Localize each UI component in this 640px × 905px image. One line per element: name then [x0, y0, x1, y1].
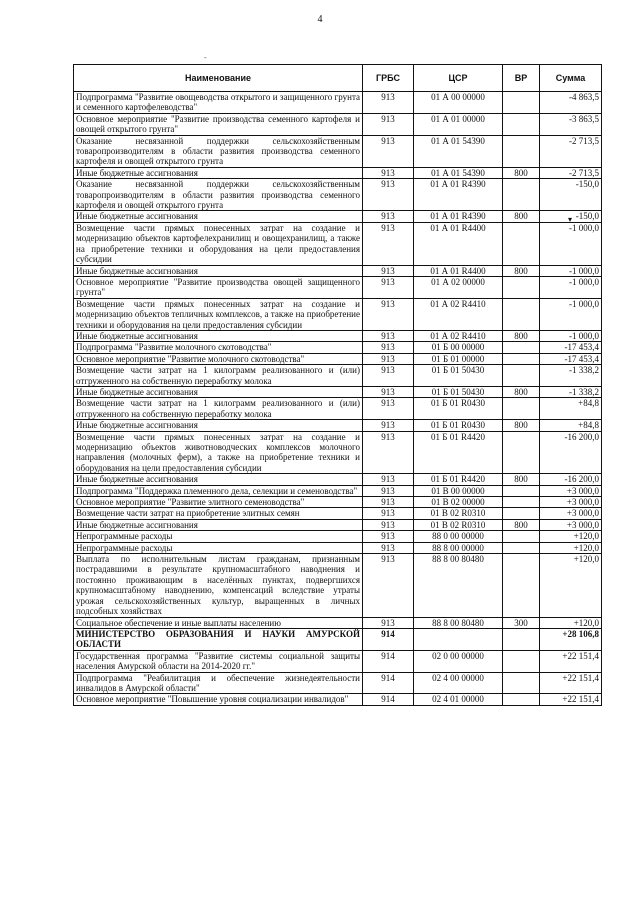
table-row: [74, 342, 602, 353]
cell-vr: [503, 353, 540, 364]
cell-vr: 300: [503, 617, 540, 628]
cell-name: МИНИСТЕРСТВО ОБРАЗОВАНИЯ И НАУКИ АМУРСКОЙ ОБЛАСТИ: [74, 628, 363, 650]
table-row: [74, 694, 602, 705]
cell-csr: 01 В 02 R0310: [414, 519, 503, 530]
cell-name: Подпрограмма "Развитие молочного скотоводства": [74, 342, 363, 353]
cell-name: Возмещение части затрат на 1 килограмм реализованного и (или) отгруженного на собственную переработку молока: [74, 365, 363, 387]
cell-csr: 01 А 01 R4390: [414, 179, 503, 211]
cell-name: Иные бюджетные ассигнования: [74, 519, 363, 530]
cell-sum: -1 000,0: [540, 222, 602, 265]
table-row: [74, 617, 602, 628]
table-row: [74, 353, 602, 364]
cell-sum: -3 863,5: [540, 113, 602, 135]
table-row: [74, 531, 602, 542]
cell-sum: +120,0: [540, 554, 602, 617]
cell-csr: 01 А 01 54390: [414, 167, 503, 178]
cell-sum: -1 000,0: [540, 298, 602, 330]
cell-name: Иные бюджетные ассигнования: [74, 386, 363, 397]
cell-grbs: 913: [363, 497, 414, 508]
table-row: [74, 113, 602, 135]
cell-name: Непрограммные расходы: [74, 542, 363, 553]
cell-csr: 01 А 01 R4400: [414, 222, 503, 265]
cell-name: Оказание несвязанной поддержки сельскохозяйственным товаропроизводителям в области развития производства семенного картофеля и овощей открытого грунта: [74, 135, 363, 167]
cell-csr: 01 А 01 R4390: [414, 211, 503, 222]
table-row: [74, 628, 602, 650]
cell-csr: 01 Б 01 R4420: [414, 431, 503, 474]
cell-vr: [503, 365, 540, 387]
table-row: [74, 92, 602, 114]
cell-vr: [503, 222, 540, 265]
table-row: [74, 519, 602, 530]
cell-grbs: 913: [363, 554, 414, 617]
cell-sum: -150,0: [540, 179, 602, 211]
cell-name: Возмещение части прямых понесенных затрат на создание и модернизацию объектов животноводческих комплексов молочного направления (молочных ферм), а также на приобретение техники и оборудования на цели предоставления субсидии: [74, 431, 363, 474]
table-row: [74, 672, 602, 694]
table-row: [74, 179, 602, 211]
cell-grbs: 914: [363, 672, 414, 694]
table-row: [74, 474, 602, 485]
cell-sum: +120,0: [540, 542, 602, 553]
cell-name: Подпрограмма "Реабилитация и обеспечение жизнедеятельности инвалидов в Амурской области": [74, 672, 363, 694]
cell-csr: 01 А 02 00000: [414, 276, 503, 298]
cell-sum: +22 151,4: [540, 650, 602, 672]
table-row: [74, 135, 602, 167]
table-row: [74, 420, 602, 431]
cell-vr: [503, 179, 540, 211]
cell-grbs: 913: [363, 113, 414, 135]
cell-vr: 800: [503, 330, 540, 341]
cell-name: Возмещение части прямых понесенных затрат на создание и модернизацию объектов тепличных комплексов, а также на приобретение техники и оборудования на цели предоставления субсидии: [74, 298, 363, 330]
cell-grbs: 914: [363, 650, 414, 672]
pen-tick-mark: ▾: [568, 215, 573, 224]
cell-name: Основное мероприятие "Развитие производства овощей защищенного грунта": [74, 276, 363, 298]
cell-sum: +3 000,0: [540, 485, 602, 496]
cell-name: Иные бюджетные ассигнования: [74, 420, 363, 431]
cell-name: Основное мероприятие "Развитие производства семенного картофеля и овощей открытого грунта": [74, 113, 363, 135]
cell-name: Оказание несвязанной поддержки сельскохозяйственным товаропроизводителям в области развития производства семенного картофеля и овощей открытого грунта: [74, 179, 363, 211]
table-row: [74, 508, 602, 519]
cell-grbs: 914: [363, 628, 414, 650]
cell-grbs: 913: [363, 342, 414, 353]
cell-sum: -17 453,4: [540, 342, 602, 353]
cell-sum: -16 200,0: [540, 474, 602, 485]
header-sum: Сумма: [540, 65, 602, 92]
table-header-row: [74, 65, 602, 92]
cell-grbs: 913: [363, 179, 414, 211]
cell-vr: [503, 135, 540, 167]
table-row: [74, 222, 602, 265]
cell-grbs: 913: [363, 353, 414, 364]
cell-vr: [503, 672, 540, 694]
cell-vr: [503, 497, 540, 508]
table-row: [74, 211, 602, 222]
cell-name: Государственная программа "Развитие системы социальной защиты населения Амурской области на 2014-2020 гг.": [74, 650, 363, 672]
table-row: [74, 431, 602, 474]
cell-csr: 01 А 01 R4400: [414, 265, 503, 276]
cell-grbs: 913: [363, 276, 414, 298]
table-row: [74, 330, 602, 341]
table-row: [74, 167, 602, 178]
cell-sum: +120,0: [540, 531, 602, 542]
cell-name: Непрограммные расходы: [74, 531, 363, 542]
cell-grbs: 913: [363, 542, 414, 553]
cell-vr: [503, 531, 540, 542]
cell-sum: -2 713,5: [540, 135, 602, 167]
cell-csr: 01 Б 01 R4420: [414, 474, 503, 485]
cell-vr: 800: [503, 420, 540, 431]
cell-vr: [503, 628, 540, 650]
cell-csr: 88 8 00 80480: [414, 617, 503, 628]
cell-csr: 01 В 02 00000: [414, 497, 503, 508]
cell-sum: +22 151,4: [540, 672, 602, 694]
table-row: [74, 398, 602, 420]
cell-name: Подпрограмма "Поддержка племенного дела, селекции и семеноводства": [74, 485, 363, 496]
table-body: [74, 92, 602, 706]
cell-csr: 88 8 00 80480: [414, 554, 503, 617]
cell-csr: 01 Б 01 50430: [414, 365, 503, 387]
cell-csr: 01 В 02 R0310: [414, 508, 503, 519]
cell-vr: [503, 276, 540, 298]
cell-vr: [503, 342, 540, 353]
cell-grbs: 913: [363, 211, 414, 222]
cell-csr: 01 Б 01 00000: [414, 353, 503, 364]
cell-grbs: 913: [363, 519, 414, 530]
cell-name: Подпрограмма "Развитие овощеводства открытого и защищенного грунта и семенного картофелеводства": [74, 92, 363, 114]
cell-csr: 88 0 00 00000: [414, 531, 503, 542]
cell-name: Возмещение части затрат на приобретение элитных семян: [74, 508, 363, 519]
cell-vr: [503, 113, 540, 135]
cell-sum: +120,0: [540, 617, 602, 628]
cell-sum: -1 000,0: [540, 330, 602, 341]
cell-name: Основное мероприятие "Повышение уровня социализации инвалидов": [74, 694, 363, 705]
cell-grbs: 913: [363, 298, 414, 330]
cell-vr: 800: [503, 474, 540, 485]
budget-table: [73, 64, 602, 706]
cell-sum: -2 713,5: [540, 167, 602, 178]
cell-grbs: 913: [363, 431, 414, 474]
cell-sum: -16 200,0: [540, 431, 602, 474]
cell-grbs: 913: [363, 265, 414, 276]
cell-sum: +3 000,0: [540, 497, 602, 508]
cell-csr: 01 А 02 R4410: [414, 298, 503, 330]
page-number: 4: [317, 14, 323, 25]
cell-csr: 02 4 01 00000: [414, 694, 503, 705]
cell-csr: 01 А 00 00000: [414, 92, 503, 114]
cell-vr: [503, 398, 540, 420]
cell-sum: +3 000,0: [540, 519, 602, 530]
cell-vr: [503, 431, 540, 474]
cell-sum: -1 000,0: [540, 276, 602, 298]
cell-csr: 01 А 02 R4410: [414, 330, 503, 341]
table-row: [74, 265, 602, 276]
cell-grbs: 913: [363, 365, 414, 387]
cell-name: Иные бюджетные ассигнования: [74, 211, 363, 222]
cell-csr: 01 А 01 54390: [414, 135, 503, 167]
header-csr: ЦСР: [414, 65, 503, 92]
cell-grbs: 913: [363, 92, 414, 114]
table-row: [74, 276, 602, 298]
cell-name: Основное мероприятие "Развитие молочного скотоводства": [74, 353, 363, 364]
cell-grbs: 914: [363, 694, 414, 705]
cell-csr: 88 8 00 00000: [414, 542, 503, 553]
cell-sum: -4 863,5: [540, 92, 602, 114]
cell-name: Иные бюджетные ассигнования: [74, 265, 363, 276]
cell-name: Основное мероприятие "Развитие элитного семеноводства": [74, 497, 363, 508]
table-row: [74, 650, 602, 672]
cell-name: Возмещение части затрат на 1 килограмм реализованного и (или) отгруженного на собственную переработку молока: [74, 398, 363, 420]
table-row: [74, 542, 602, 553]
cell-grbs: 913: [363, 167, 414, 178]
header-grbs: ГРБС: [363, 65, 414, 92]
cell-vr: 800: [503, 211, 540, 222]
cell-vr: 800: [503, 167, 540, 178]
cell-vr: [503, 92, 540, 114]
cell-vr: [503, 694, 540, 705]
cell-name: Социальное обеспечение и иные выплаты населению: [74, 617, 363, 628]
cell-vr: 800: [503, 265, 540, 276]
cell-csr: 01 Б 01 R0430: [414, 398, 503, 420]
cell-vr: [503, 650, 540, 672]
page-mark: -: [204, 53, 207, 62]
cell-vr: 800: [503, 519, 540, 530]
cell-sum: -1 338,2: [540, 365, 602, 387]
cell-csr: 01 Б 00 00000: [414, 342, 503, 353]
cell-sum: -150,0: [540, 211, 602, 222]
cell-grbs: 913: [363, 330, 414, 341]
cell-grbs: 913: [363, 508, 414, 519]
cell-grbs: 913: [363, 474, 414, 485]
cell-name: Иные бюджетные ассигнования: [74, 330, 363, 341]
cell-csr: 01 В 00 00000: [414, 485, 503, 496]
table-row: [74, 298, 602, 330]
cell-grbs: 913: [363, 485, 414, 496]
table-row: [74, 554, 602, 617]
cell-vr: [503, 542, 540, 553]
cell-csr: 01 Б 01 50430: [414, 386, 503, 397]
table-row: [74, 485, 602, 496]
cell-name: Возмещение части прямых понесенных затрат на создание и модернизацию объектов картофелехранилищ и овощехранилищ, а также на приобретение техники и оборудования на цели предоставления субсидии: [74, 222, 363, 265]
cell-vr: [503, 554, 540, 617]
cell-vr: [503, 508, 540, 519]
table-row: [74, 386, 602, 397]
cell-vr: [503, 298, 540, 330]
cell-name: Иные бюджетные ассигнования: [74, 167, 363, 178]
cell-vr: 800: [503, 386, 540, 397]
header-vr: ВР: [503, 65, 540, 92]
cell-csr: 01 А 01 00000: [414, 113, 503, 135]
cell-grbs: 913: [363, 222, 414, 265]
cell-csr: [414, 628, 503, 650]
cell-sum: +3 000,0: [540, 508, 602, 519]
cell-sum: +28 106,8: [540, 628, 602, 650]
cell-grbs: 913: [363, 398, 414, 420]
cell-name: Выплата по исполнительным листам гражданам, признанным пострадавшими в результате крупномасштабного наводнения и постоянно проживающим в населённых пунктах, подвергшихся крупномасштабному наводнению, компенсаций вследствие утраты урожая сельскохозяйственных культур, выращенных в личных подсобных хозяйствах: [74, 554, 363, 617]
cell-sum: +84,8: [540, 420, 602, 431]
cell-sum: -17 453,4: [540, 353, 602, 364]
cell-vr: [503, 485, 540, 496]
cell-grbs: 913: [363, 531, 414, 542]
header-name: Наименование: [74, 65, 363, 92]
table-row: [74, 497, 602, 508]
cell-sum: +22 151,4: [540, 694, 602, 705]
cell-sum: +84,8: [540, 398, 602, 420]
cell-csr: 01 Б 01 R0430: [414, 420, 503, 431]
cell-csr: 02 4 00 00000: [414, 672, 503, 694]
cell-csr: 02 0 00 00000: [414, 650, 503, 672]
table-row: [74, 365, 602, 387]
cell-grbs: 913: [363, 420, 414, 431]
cell-grbs: 913: [363, 386, 414, 397]
cell-grbs: 913: [363, 135, 414, 167]
cell-sum: -1 338,2: [540, 386, 602, 397]
cell-sum: -1 000,0: [540, 265, 602, 276]
cell-grbs: 913: [363, 617, 414, 628]
cell-name: Иные бюджетные ассигнования: [74, 474, 363, 485]
